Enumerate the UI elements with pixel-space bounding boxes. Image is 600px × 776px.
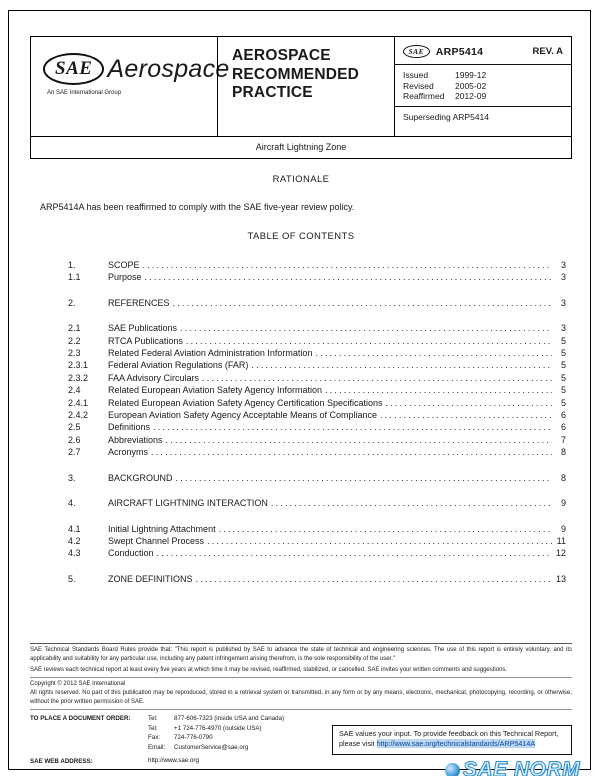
rationale-text: ARP5414A has been reaffirmed to comply with the SAE five-year review policy. xyxy=(40,202,355,212)
toc-entry xyxy=(68,384,566,396)
toc-entry-title: Federal Aviation Regulations (FAR) xyxy=(108,360,249,371)
toc-entry-title: Related Federal Aviation Administration Information xyxy=(108,348,313,359)
contact-method-label: Fax: xyxy=(148,734,161,742)
logo-brand-text: Aerospace xyxy=(107,54,230,83)
toc-entry-title: Related European Aviation Safety Agency Information xyxy=(108,385,322,396)
rights-notice: All rights reserved. No part of this publication may be reproduced, stored in a retrieval system or transmitted, in any form or by any means, electronic, mechanical, photocopying, recording, or otherwise, without the prior written permission of SAE. xyxy=(30,690,572,705)
toc-entry-title: Related European Aviation Safety Agency Certification Specifications xyxy=(108,397,383,408)
revision-label: Revised xyxy=(403,80,434,91)
toc-entry-page: 5 xyxy=(560,397,566,408)
toc-entry-number: 4. xyxy=(68,498,76,509)
logo-tagline: An SAE International Group xyxy=(47,90,122,96)
toc-entry-page: 6 xyxy=(560,410,566,421)
toc-dot-leader xyxy=(386,397,553,409)
revision-history-row xyxy=(403,81,563,92)
toc-entry-number: 3. xyxy=(68,472,76,483)
revision-label: Reaffirmed xyxy=(403,91,445,101)
toc-entry-number: 2.4 xyxy=(68,385,81,396)
toc-entry xyxy=(68,434,566,446)
toc-entry-title: Abbreviations xyxy=(108,434,163,445)
toc-entry-number: 4.2 xyxy=(68,535,81,546)
order-contact-row xyxy=(148,714,284,724)
sae-website-link[interactable]: http://www.sae.org xyxy=(148,757,199,765)
footer-divider xyxy=(30,709,572,710)
revision-label: Issued xyxy=(403,70,429,80)
contact-method-label: Tel: xyxy=(148,715,158,722)
toc-entry-page: 3 xyxy=(560,260,566,270)
toc-dot-leader xyxy=(207,535,552,547)
toc-entry-number: 2.1 xyxy=(68,323,81,334)
toc-entry-number: 2.3.1 xyxy=(68,360,89,371)
contact-method-label: Email: xyxy=(148,743,166,751)
toc-entry-title: Swept Channel Process xyxy=(108,535,205,546)
toc-entry-number: 4.3 xyxy=(68,548,81,559)
toc-entry-page: 5 xyxy=(560,348,566,359)
toc-entry-page: 5 xyxy=(560,360,566,371)
toc-entry xyxy=(68,297,566,309)
toc-entry-page: 5 xyxy=(560,385,566,396)
toc-entry-title: BACKGROUND xyxy=(108,472,173,483)
page-footer xyxy=(30,643,580,776)
toc-dot-leader xyxy=(176,472,552,484)
revision-history-row xyxy=(403,70,563,81)
document-subtitle: Aircraft Lightning Zone xyxy=(31,136,571,158)
contact-value: CustomerService@sae.org xyxy=(174,743,249,751)
footer-divider xyxy=(30,677,572,678)
toc-entry-title: AIRCRAFT LIGHTNING INTERACTION xyxy=(108,498,268,509)
toc-entry-page: 3 xyxy=(560,297,566,308)
sae-oval-logo-small-icon: SAE xyxy=(403,45,430,58)
toc-entry xyxy=(68,322,566,334)
toc-entry-title: Acronyms xyxy=(108,447,149,458)
toc-entry-page: 6 xyxy=(560,422,566,433)
copyright-notice: Copyright © 2012 SAE International xyxy=(30,681,126,688)
toc-entry xyxy=(68,347,566,359)
legal-paragraph: SAE reviews each technical report at least every five years at which time it may be revised, reaffirmed, stabilized, or cancelled. SAE invites your written comments and suggestions. xyxy=(30,666,508,673)
toc-entry xyxy=(68,573,566,585)
sae-aerospace-logo xyxy=(31,37,230,136)
toc-entry-number: 4.1 xyxy=(68,523,81,534)
revision-history-row xyxy=(403,91,563,102)
toc-entry-page: 3 xyxy=(560,323,566,334)
toc-entry-number: 2.3 xyxy=(68,348,81,359)
toc-entry-number: 1.1 xyxy=(68,272,81,283)
toc-entry-page: 5 xyxy=(560,372,566,383)
toc-dot-leader xyxy=(196,573,552,585)
toc-entry-number: 2.7 xyxy=(68,447,81,458)
toc-entry-page: 3 xyxy=(560,272,566,283)
toc-entry-title: Initial Lightning Attachment xyxy=(108,523,216,534)
web-address-label: SAE WEB ADDRESS: xyxy=(30,758,93,766)
toc-entry-page: 9 xyxy=(560,523,566,534)
toc-dot-leader xyxy=(157,547,552,559)
toc-entry-title: REFERENCES xyxy=(108,297,170,308)
contact-value: +1 724-776-4970 (outside USA) xyxy=(174,724,262,732)
order-contact-row xyxy=(148,724,284,734)
document-header xyxy=(30,36,572,159)
toc-entry-number: 1. xyxy=(68,260,76,270)
order-label: TO PLACE A DOCUMENT ORDER: xyxy=(30,715,131,722)
toc-dot-leader xyxy=(166,434,552,446)
toc-entry-number: 2.4.2 xyxy=(68,410,89,421)
sae-oval-logo-icon: SAE xyxy=(43,53,104,85)
toc-entry-number: 2.4.1 xyxy=(68,397,89,408)
toc-entry xyxy=(68,497,566,509)
document-type-title: AEROSPACE RECOMMENDED PRACTICE xyxy=(232,47,360,101)
toc-entry-page: 8 xyxy=(560,447,566,458)
toc-entry xyxy=(68,523,566,535)
toc-entry xyxy=(68,421,566,433)
feedback-box xyxy=(332,725,572,755)
toc-dot-leader xyxy=(143,259,552,271)
toc-entry-title: European Aviation Safety Agency Acceptable Means of Compliance xyxy=(108,410,378,421)
toc-entry-number: 2.6 xyxy=(68,434,81,445)
revision-date: 2012-09 xyxy=(455,91,487,101)
toc-entry xyxy=(68,397,566,409)
contact-value: 724-776-0790 xyxy=(174,734,213,742)
toc-entry-title: RTCA Publications xyxy=(108,335,183,346)
sae-norm-text: SAE NORM xyxy=(462,758,580,776)
order-contact-row xyxy=(148,743,284,753)
toc-entry xyxy=(68,547,566,559)
toc-entries xyxy=(68,259,566,585)
sae-norm-logo xyxy=(445,758,580,776)
toc-entry xyxy=(68,472,566,484)
toc-entry-page: 5 xyxy=(560,335,566,346)
toc-entry-page: 11 xyxy=(556,535,566,546)
toc-entry xyxy=(68,271,566,283)
toc-entry-title: SCOPE xyxy=(108,260,140,270)
toc-entry-title: Conduction xyxy=(108,548,154,559)
order-contact-row xyxy=(148,733,284,743)
toc-entry-number: 2.2 xyxy=(68,335,81,346)
toc-dot-leader xyxy=(315,347,552,359)
toc-dot-leader xyxy=(202,372,552,384)
toc-entry-title: Definitions xyxy=(108,422,151,433)
toc-entry-page: 12 xyxy=(555,548,566,559)
document-revision: REV. A xyxy=(532,46,563,57)
feedback-text: SAE values your input. To provide feedback on this Technical Report, please visit xyxy=(339,729,559,749)
toc-entry-page: 8 xyxy=(560,472,566,483)
toc-entry xyxy=(68,335,566,347)
toc-dot-leader xyxy=(271,497,552,509)
toc-dot-leader xyxy=(186,335,552,347)
toc-dot-leader xyxy=(219,523,552,535)
toc-entry-number: 2. xyxy=(68,297,76,308)
toc-entry-number: 5. xyxy=(68,573,76,584)
toc-entry xyxy=(68,535,566,547)
toc-dot-leader xyxy=(251,359,552,371)
toc-dot-leader xyxy=(151,446,552,458)
toc-dot-leader xyxy=(180,322,552,334)
toc-entry-title: Purpose xyxy=(108,272,142,283)
sae-norm-emblem-icon xyxy=(445,763,460,776)
toc-entry-title: SAE Publications xyxy=(108,323,178,334)
toc-entry-page: 7 xyxy=(560,434,566,445)
toc-dot-leader xyxy=(145,271,552,283)
toc-entry-page: 9 xyxy=(560,498,566,509)
document-meta-panel xyxy=(395,37,571,136)
toc-heading: TABLE OF CONTENTS xyxy=(247,231,355,242)
toc-entry-title: FAA Advisory Circulars xyxy=(108,372,200,383)
toc-entry xyxy=(68,259,566,271)
toc-entry xyxy=(68,446,566,458)
toc-dot-leader xyxy=(325,384,552,396)
contact-value: 877-606-7323 (inside USA and Canada) xyxy=(174,715,285,722)
rationale-heading: RATIONALE xyxy=(272,174,330,185)
superseding-note: Superseding ARP5414 xyxy=(395,106,571,137)
legal-notices xyxy=(30,643,572,675)
toc-entry xyxy=(68,359,566,371)
toc-entry xyxy=(68,372,566,384)
revision-history xyxy=(395,64,571,106)
feedback-link[interactable]: http://www.sae.org/technicalstandards/ARP5414A xyxy=(376,739,536,749)
revision-date: 1999-12 xyxy=(455,70,487,80)
toc-entry xyxy=(68,409,566,421)
toc-entry-title: ZONE DEFINITIONS xyxy=(108,573,193,584)
toc-dot-leader xyxy=(153,421,552,433)
document-number: ARP5414 xyxy=(435,45,484,58)
contact-method-label: Tel: xyxy=(148,724,158,732)
toc-dot-leader xyxy=(380,409,552,421)
toc-entry-number: 2.5 xyxy=(68,422,81,433)
order-contact-rows xyxy=(148,714,284,752)
toc-dot-leader xyxy=(173,297,552,309)
revision-date: 2005-02 xyxy=(455,80,487,91)
toc-entry-number: 2.3.2 xyxy=(68,372,89,383)
legal-paragraph: SAE Technical Standards Board Rules provide that: "This report is published by SAE to advance the state of technical and engineering sciences. The use of this report is entirely voluntary, and its applicability and suitability for any particular use, including any patent infringement arising therefrom, is the sole responsibility of the user." xyxy=(30,647,572,662)
toc-entry-page: 13 xyxy=(555,573,566,584)
